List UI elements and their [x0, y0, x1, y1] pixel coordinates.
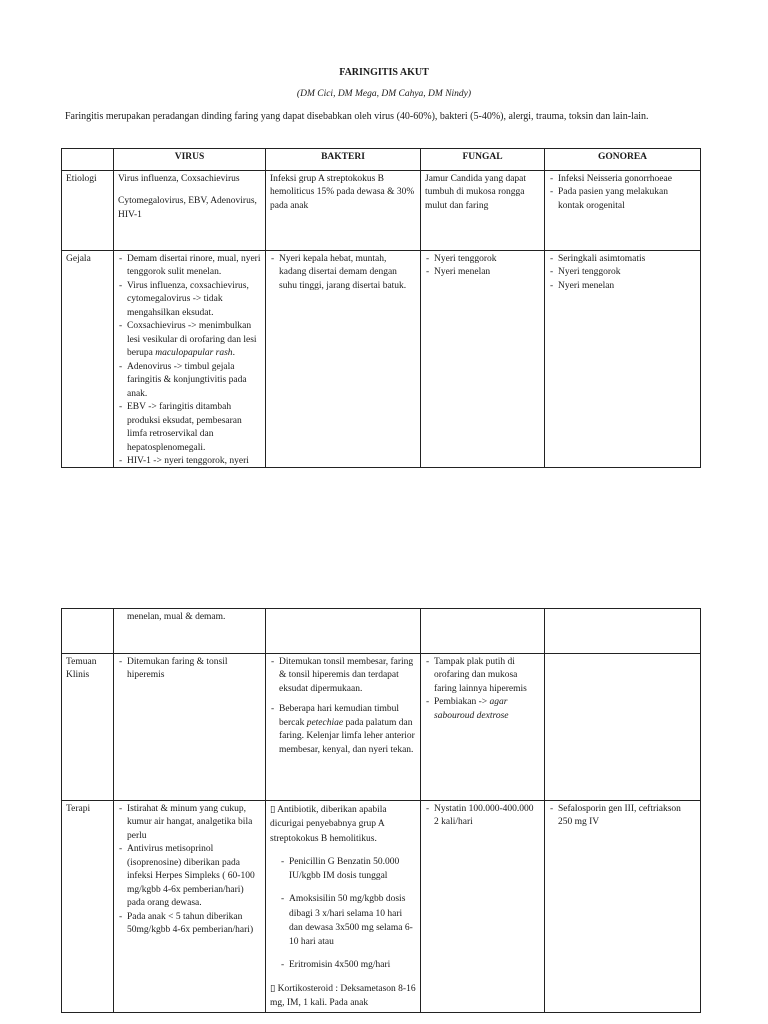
continuation-gonorea [545, 609, 701, 654]
text-span: Beberapa hari kemudian timbul bercak [279, 704, 400, 728]
temuan-fungal [421, 654, 545, 801]
header-blank [62, 149, 114, 171]
row-continuation [62, 609, 701, 654]
continuation-virus [114, 609, 266, 654]
row-label-gejala: Gejala [62, 251, 114, 468]
list-item: - Nyeri tenggorok [425, 253, 540, 266]
list-item: - Tampak plak putih di orofaring dan mukosa faring lainnya hiperemis [425, 656, 540, 696]
italic-term: agar sabouroud dextrose [434, 697, 509, 721]
row-etiologi [62, 171, 701, 251]
list-item [425, 696, 540, 723]
list-item: - Seringkali asimtomatis [549, 253, 696, 266]
list-item: - Eritromisin 4x500 mg/hari [280, 958, 416, 972]
terapi-fungal [421, 801, 545, 1013]
etiologi-virus-line-2: Cytomegalovirus, EBV, Adenovirus, HIV-1 [118, 196, 257, 220]
document-title: FARINGITIS AKUT [339, 67, 429, 78]
terapi-virus [114, 801, 266, 1013]
list-item: - Nyeri menelan [549, 280, 696, 293]
etiologi-gonorea [545, 171, 701, 251]
list-item [118, 320, 261, 360]
list-item: - Penicillin G Benzatin 50.000 IU/kgbb IM dosis tunggal [280, 855, 416, 884]
list-item: - Istirahat & minum yang cukup, kumur air hangat, analgetika bila perlu [118, 803, 261, 843]
list-item: - Antivirus metisoprinol (isoprenosine) diberikan pada infeksi Herpes Simpleks ( 60-100 mg/kgbb 4-6x pemberian/hari) pada orang dewasa. [118, 843, 261, 910]
antibiotik-paragraph [270, 803, 416, 846]
text-span: Pembiakan -> [434, 697, 490, 708]
list-item: - Pada anak < 5 tahun diberikan 50mg/kgbb 4-6x pemberian/hari) [118, 911, 261, 938]
list-item: - Adenovirus -> timbul gejala faringitis & konjungtivitis pada anak. [118, 361, 261, 401]
temuan-gonorea [545, 654, 701, 801]
list-item: - Demam disertai rinore, mual, nyeri tenggorok sulit menelan. [118, 253, 261, 280]
text-span: pada palatum dan faring. Kelenjar limfa leher anterior membesar, kenyal, dan nyeri tekan. [279, 717, 415, 755]
row-label-etiologi: Etiologi [62, 171, 114, 251]
row-gejala [62, 251, 701, 468]
faringitis-table-part-1 [61, 148, 701, 468]
list-item: - Virus influenza, coxsachievirus, cytomegalovirus -> tidak mengahsilkan eksudat. [118, 280, 261, 320]
header-fungal: FUNGAL [421, 149, 545, 171]
header-virus: VIRUS [114, 149, 266, 171]
terapi-gonorea [545, 801, 701, 1013]
italic-term: petechiae [306, 717, 344, 728]
list-item: - Nyeri menelan [425, 266, 540, 279]
terapi-bakteri [266, 801, 421, 1013]
list-item: - Amoksisilin 50 mg/kgbb dosis dibagi 3 x/hari selama 10 hari dan dewasa 3x500 mg selama 6-10 hari atau [280, 892, 416, 949]
list-item: - Infeksi Neisseria gonorrhoeae [549, 173, 696, 186]
gejala-gonorea [545, 251, 701, 468]
intro-paragraph: Faringitis merupakan peradangan dinding faring yang dapat disebabkan oleh virus (40-60%), bakteri (5-40%), alergi, trauma, toksin dan lain-lain. [65, 111, 649, 122]
row-label-terapi: Terapi [62, 801, 114, 1013]
header-bakteri: BAKTERI [266, 149, 421, 171]
kortikosteroid-paragraph [270, 982, 416, 1011]
text-span: . [232, 348, 235, 359]
etiologi-virus [114, 171, 266, 251]
text-span: Kortikosteroid : Deksametason 8-16 mg, IM, 1 kali. Pada anak [270, 983, 416, 1008]
continuation-fungal [421, 609, 545, 654]
list-item: - HIV-1 -> nyeri tenggorok, nyeri [118, 455, 261, 465]
etiologi-virus-line-1: Virus influenza, Coxsachievirus [118, 174, 240, 184]
list-item: - Nyeri tenggorok [549, 266, 696, 279]
list-item [270, 703, 416, 757]
text-span: Antibiotik, diberikan apabila dicurigai penyebabnya grup A streptokokus B hemolitikus. [270, 805, 387, 844]
row-temuan-klinis [62, 654, 701, 801]
header-gonorea: GONOREA [545, 149, 701, 171]
list-item: - Pada pasien yang melakukan kontak orogenital [549, 186, 696, 213]
gejala-fungal [421, 251, 545, 468]
temuan-virus [114, 654, 266, 801]
list-item: - Ditemukan faring & tonsil hiperemis [118, 656, 261, 683]
etiologi-bakteri: Infeksi grup A streptokokus B hemoliticus 15% pada dewasa & 30% pada anak [266, 171, 421, 251]
gejala-virus [114, 251, 266, 468]
continuation-label [62, 609, 114, 654]
gejala-bakteri [266, 251, 421, 468]
table-header-row [62, 149, 701, 171]
continuation-bakteri [266, 609, 421, 654]
text-span: Coxsachievirus -> menimbulkan lesi vesikular di orofaring dan lesi berupa [127, 321, 257, 359]
list-item: - EBV -> faringitis ditambah produksi eksudat, pembesaran limfa retroservikal dan hepatosplenomegali. [118, 401, 261, 455]
italic-term: maculopapular rash [155, 348, 233, 359]
checkbox-glyph-icon: ▯ [270, 982, 276, 994]
list-item: - Ditemukan tonsil membesar, faring & tonsil hiperemis dan terdapat eksudat dipermukaan. [270, 656, 416, 696]
list-item: - Nyeri kepala hebat, muntah, kadang disertai demam dengan suhu tinggi, jarang disertai batuk. [270, 253, 416, 293]
faringitis-table-part-2 [61, 608, 701, 1013]
checkbox-glyph-icon: ▯ [270, 804, 276, 815]
list-item: - Sefalosporin gen III, ceftriakson 250 mg IV [549, 803, 696, 830]
continuation-text: menelan, mual & demam. [127, 612, 226, 622]
etiologi-fungal: Jamur Candida yang dapat tumbuh di mukosa rongga mulut dan faring [421, 171, 545, 251]
document-authors: (DM Cici, DM Mega, DM Cahya, DM Nindy) [296, 89, 472, 99]
temuan-bakteri [266, 654, 421, 801]
row-label-temuan-klinis: Temuan Klinis [62, 654, 114, 801]
row-terapi [62, 801, 701, 1013]
list-item: - Nystatin 100.000-400.000 2 kali/hari [425, 803, 540, 830]
